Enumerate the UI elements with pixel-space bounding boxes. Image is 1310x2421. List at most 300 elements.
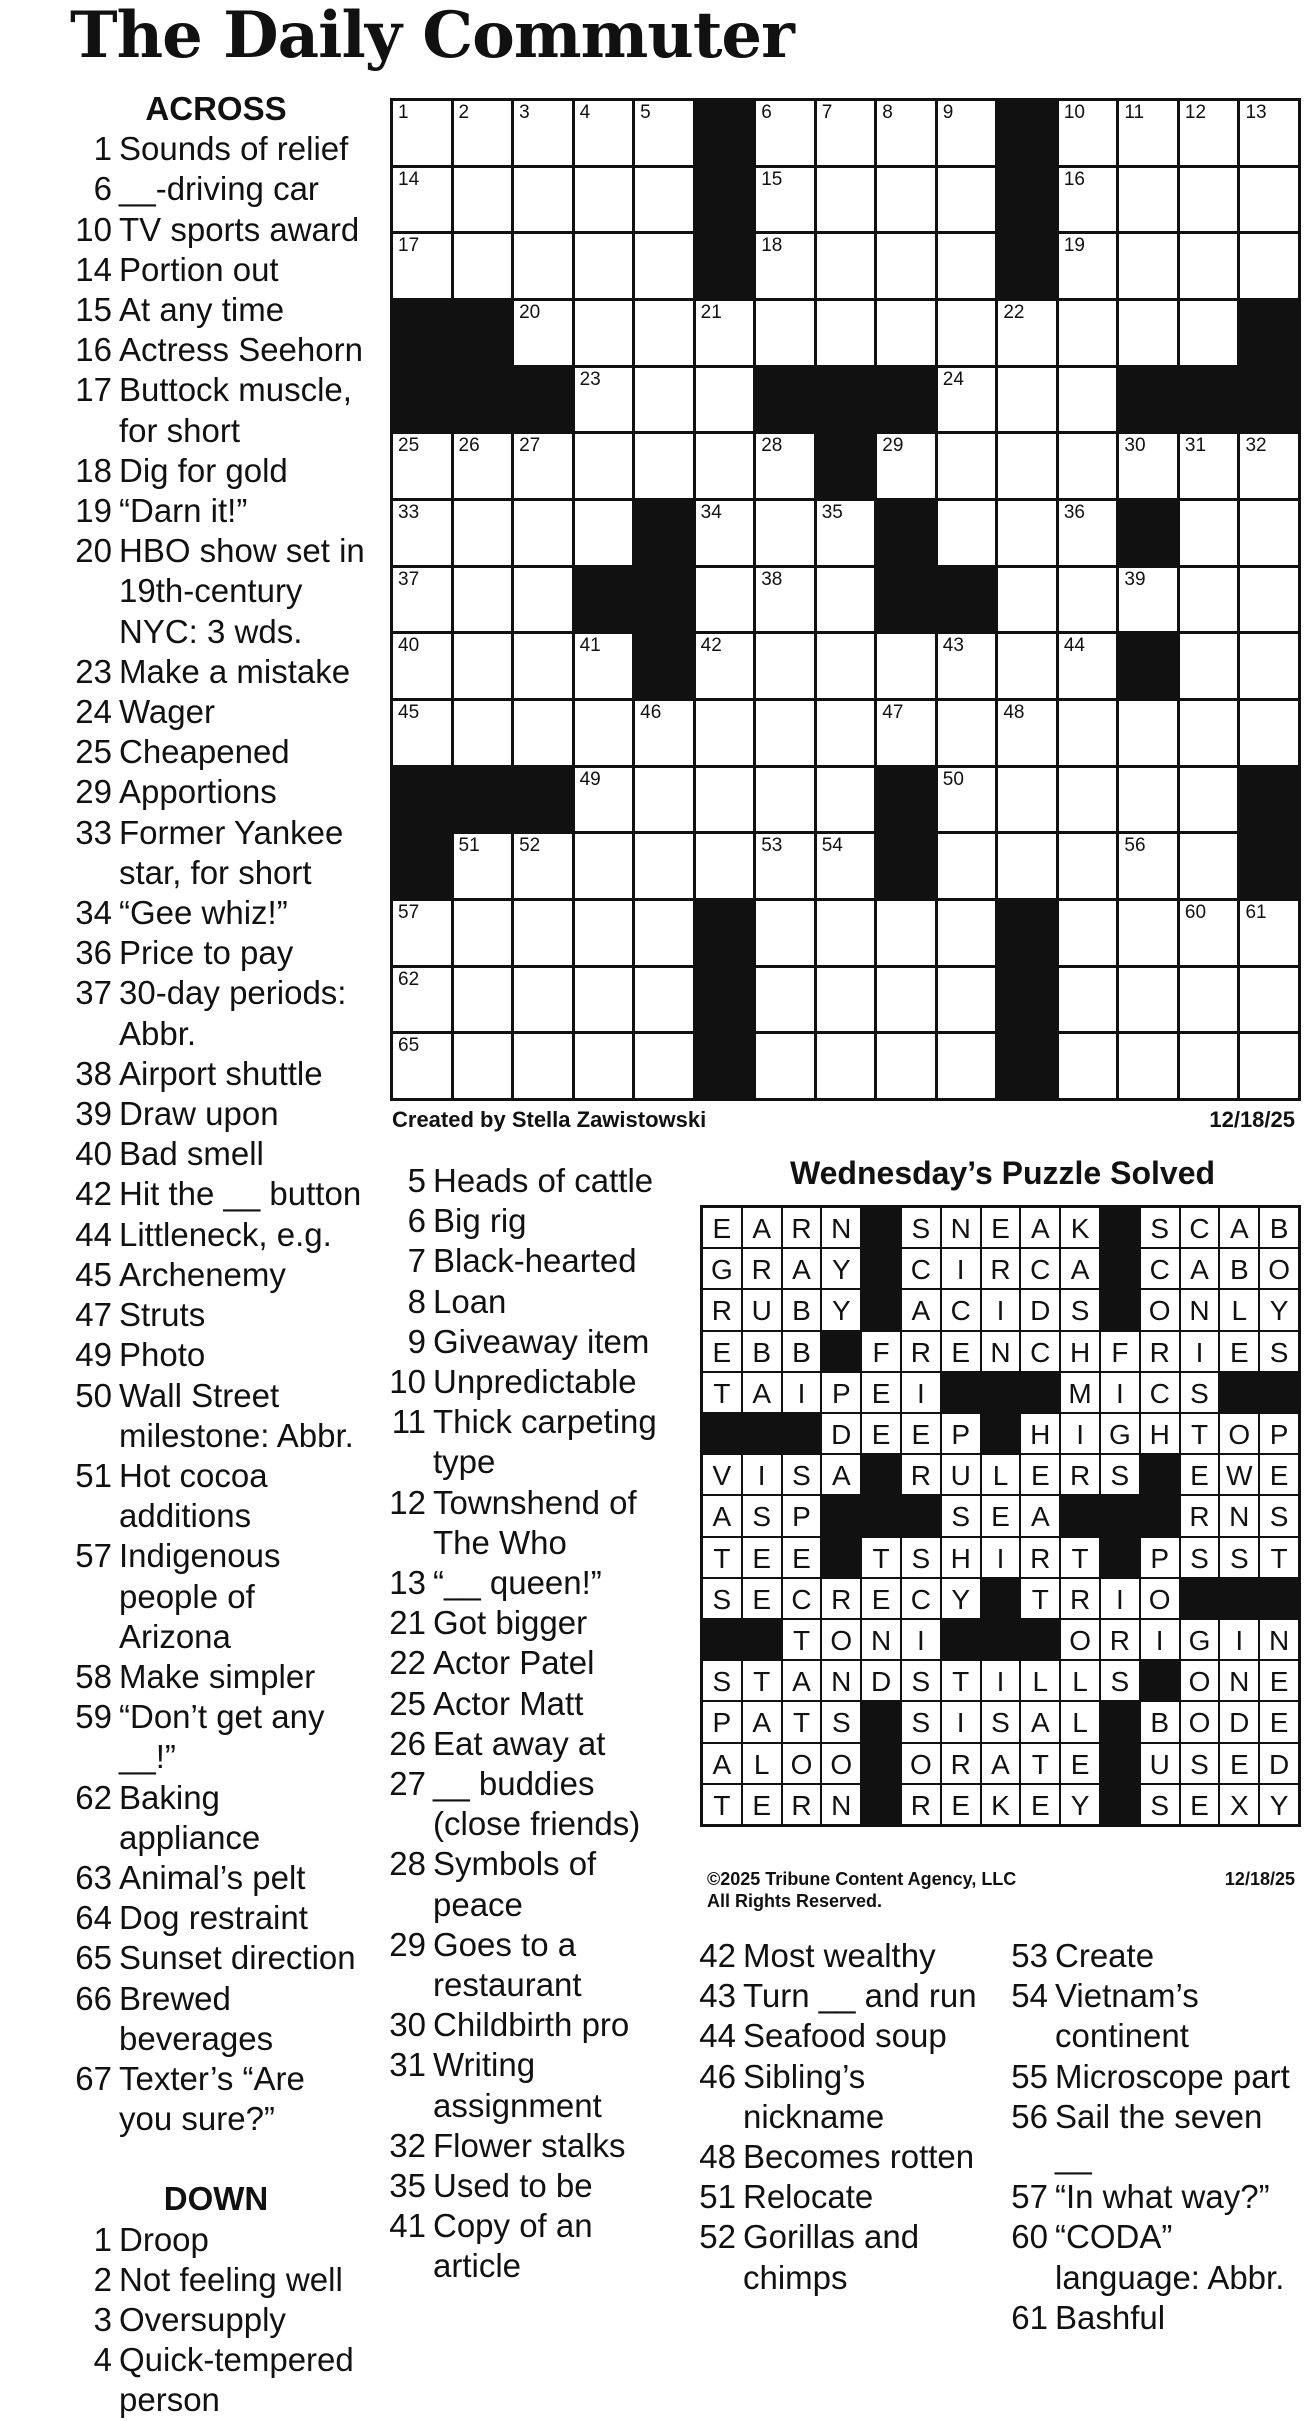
grid-cell[interactable] — [393, 101, 451, 165]
solution-letter: O — [1268, 1254, 1290, 1286]
solution-cell — [703, 1208, 741, 1247]
grid-cell[interactable] — [877, 434, 935, 498]
grid-cell[interactable] — [1240, 434, 1298, 498]
clue-text: “Don’t get any __!” — [119, 1698, 325, 1776]
grid-cell[interactable] — [756, 901, 814, 965]
grid-cell[interactable] — [635, 1034, 693, 1098]
solution-cell — [783, 1373, 821, 1412]
grid-cell[interactable] — [998, 301, 1056, 365]
grid-cell[interactable] — [514, 701, 572, 765]
clue-text: Microscope part — [1055, 2057, 1290, 2095]
grid-cell[interactable] — [1059, 568, 1117, 632]
solution-cell — [982, 1538, 1020, 1577]
grid-cell[interactable] — [393, 234, 451, 298]
grid-cell[interactable] — [1059, 434, 1117, 498]
solution-letter: H — [950, 1542, 971, 1574]
black-square — [393, 301, 451, 365]
solution-letter: Y — [831, 1295, 851, 1327]
black-square — [635, 568, 693, 632]
grid-cell[interactable] — [454, 901, 512, 965]
grid-cell[interactable] — [938, 368, 996, 432]
grid-cell[interactable] — [454, 968, 512, 1032]
black-square — [1119, 501, 1177, 565]
clue-item — [66, 330, 366, 370]
clue-text: Got bigger — [433, 1604, 588, 1642]
grid-cell[interactable] — [575, 834, 633, 898]
grid-cell[interactable] — [393, 701, 451, 765]
clue-text: Oversupply — [119, 2300, 286, 2338]
grid-cell[interactable] — [393, 1034, 451, 1098]
solution-letter: S — [1110, 1666, 1130, 1698]
grid-cell[interactable] — [1059, 368, 1117, 432]
grid-cell[interactable] — [1059, 634, 1117, 698]
grid-cell[interactable] — [1119, 768, 1177, 832]
grid-cell[interactable] — [998, 768, 1056, 832]
black-square — [998, 1034, 1056, 1098]
solution-cell — [862, 1538, 900, 1577]
clue-item — [380, 1322, 680, 1362]
clue-text: Draw upon — [119, 1095, 279, 1133]
solution-cell — [1061, 1620, 1099, 1659]
solution-letter: L — [1231, 1295, 1248, 1327]
solution-cell — [1141, 1579, 1179, 1618]
grid-cell[interactable] — [1059, 701, 1117, 765]
solution-letter: Y — [1269, 1295, 1289, 1327]
grid-cell[interactable] — [756, 501, 814, 565]
clue-number: 27 — [389, 1765, 426, 1803]
grid-cell[interactable] — [575, 368, 633, 432]
grid-cell[interactable] — [575, 701, 633, 765]
grid-cell[interactable] — [1180, 434, 1238, 498]
solution-cell — [1181, 1414, 1219, 1453]
grid-cell[interactable] — [454, 834, 512, 898]
grid-cell[interactable] — [1059, 901, 1117, 965]
grid-cell[interactable] — [575, 968, 633, 1032]
black-square — [514, 368, 572, 432]
clue-number: 46 — [699, 2057, 736, 2095]
solution-cell — [1181, 1208, 1219, 1247]
grid-cell[interactable] — [454, 434, 512, 498]
grid-cell[interactable] — [1119, 234, 1177, 298]
clue-item — [66, 692, 366, 732]
cell-number: 45 — [398, 702, 420, 723]
grid-cell[interactable] — [1240, 101, 1298, 165]
grid-cell[interactable] — [938, 901, 996, 965]
grid-cell[interactable] — [938, 834, 996, 898]
grid-cell[interactable] — [1180, 568, 1238, 632]
grid-cell[interactable] — [514, 234, 572, 298]
clue-number: 25 — [389, 1684, 426, 1722]
solution-cell — [783, 1208, 821, 1247]
grid-cell[interactable] — [575, 1034, 633, 1098]
grid-cell[interactable] — [1059, 101, 1117, 165]
grid-cell[interactable] — [575, 768, 633, 832]
grid-cell[interactable] — [998, 701, 1056, 765]
solution-black-square — [1101, 1538, 1139, 1577]
grid-cell[interactable] — [1059, 168, 1117, 232]
solution-letter: O — [1188, 1707, 1211, 1739]
solution-black-square — [822, 1332, 860, 1371]
grid-cell[interactable] — [514, 101, 572, 165]
solution-cell — [1061, 1579, 1099, 1618]
grid-cell[interactable] — [817, 234, 875, 298]
grid-cell[interactable] — [696, 434, 754, 498]
grid-cell[interactable] — [635, 368, 693, 432]
grid-cell[interactable] — [998, 501, 1056, 565]
grid-cell[interactable] — [393, 434, 451, 498]
grid-cell[interactable] — [756, 768, 814, 832]
grid-cell[interactable] — [1240, 901, 1298, 965]
solution-letter: R — [1030, 1542, 1051, 1574]
clue-number: 60 — [1011, 2218, 1048, 2256]
grid-cell[interactable] — [575, 901, 633, 965]
grid-cell[interactable] — [877, 234, 935, 298]
grid-cell[interactable] — [877, 301, 935, 365]
clue-number: 31 — [389, 2046, 426, 2084]
solution-black-square — [1101, 1744, 1139, 1783]
clue-text: Create — [1055, 1937, 1155, 1974]
grid-cell[interactable] — [756, 968, 814, 1032]
grid-cell[interactable] — [1059, 501, 1117, 565]
grid-cell[interactable] — [393, 968, 451, 1032]
solution-cell — [982, 1744, 1020, 1783]
grid-cell[interactable] — [1119, 434, 1177, 498]
grid-cell[interactable] — [938, 501, 996, 565]
solution-cell — [743, 1249, 781, 1288]
black-square — [1240, 834, 1298, 898]
grid-cell[interactable] — [1180, 234, 1238, 298]
grid-cell[interactable] — [575, 434, 633, 498]
grid-cell[interactable] — [756, 634, 814, 698]
grid-cell[interactable] — [938, 634, 996, 698]
grid-cell[interactable] — [1240, 234, 1298, 298]
grid-cell[interactable] — [817, 768, 875, 832]
solution-letter: R — [711, 1295, 733, 1327]
grid-cell[interactable] — [635, 768, 693, 832]
grid-cell[interactable] — [393, 901, 451, 965]
clue-item — [380, 1643, 680, 1683]
grid-cell[interactable] — [1180, 634, 1238, 698]
grid-cell[interactable] — [756, 234, 814, 298]
clue-text: Loan — [433, 1282, 507, 1320]
grid-cell[interactable] — [998, 434, 1056, 498]
solution-cell — [862, 1579, 900, 1618]
black-square — [998, 968, 1056, 1032]
grid-cell[interactable] — [696, 634, 754, 698]
grid-cell[interactable] — [514, 301, 572, 365]
grid-cell[interactable] — [635, 901, 693, 965]
grid-cell[interactable] — [817, 834, 875, 898]
black-square — [696, 234, 754, 298]
grid-cell[interactable] — [877, 101, 935, 165]
grid-cell[interactable] — [756, 701, 814, 765]
solution-letter: S — [1190, 1377, 1209, 1409]
grid-cell[interactable] — [756, 101, 814, 165]
grid-cell[interactable] — [1119, 168, 1177, 232]
clue-number: 33 — [75, 813, 112, 851]
grid-cell[interactable] — [1240, 501, 1298, 565]
grid-cell[interactable] — [1240, 168, 1298, 232]
grid-cell[interactable] — [1059, 834, 1117, 898]
grid-cell[interactable] — [877, 968, 935, 1032]
grid-cell[interactable] — [454, 568, 512, 632]
grid-cell[interactable] — [696, 301, 754, 365]
solution-letter: L — [1072, 1707, 1088, 1739]
solution-cell — [743, 1702, 781, 1741]
grid-cell[interactable] — [635, 101, 693, 165]
solution-cell — [822, 1744, 860, 1783]
solution-letter: R — [791, 1789, 812, 1821]
clue-item — [66, 1536, 366, 1657]
clue-number: 24 — [75, 693, 112, 731]
grid-cell[interactable] — [696, 368, 754, 432]
grid-cell[interactable] — [514, 968, 572, 1032]
grid-cell[interactable] — [817, 634, 875, 698]
grid-cell[interactable] — [393, 168, 451, 232]
solution-letter: E — [991, 1501, 1010, 1533]
grid-cell[interactable] — [817, 101, 875, 165]
grid-cell[interactable] — [938, 701, 996, 765]
grid-cell[interactable] — [877, 634, 935, 698]
clue-number: 14 — [75, 250, 112, 288]
black-square — [514, 768, 572, 832]
grid-cell[interactable] — [817, 968, 875, 1032]
grid-cell[interactable] — [938, 768, 996, 832]
grid-cell[interactable] — [696, 768, 754, 832]
grid-cell[interactable] — [696, 834, 754, 898]
solution-letter: E — [871, 1419, 891, 1450]
grid-cell[interactable] — [575, 101, 633, 165]
grid-cell[interactable] — [1180, 768, 1238, 832]
grid-cell[interactable] — [1119, 701, 1177, 765]
grid-cell[interactable] — [938, 434, 996, 498]
grid-cell[interactable] — [635, 968, 693, 1032]
solution-letter: O — [790, 1748, 813, 1780]
grid-cell[interactable] — [1059, 234, 1117, 298]
grid-cell[interactable] — [454, 1034, 512, 1098]
grid-cell[interactable] — [635, 168, 693, 232]
grid-cell[interactable] — [998, 368, 1056, 432]
solution-black-square — [743, 1414, 781, 1453]
solution-letter: I — [1076, 1419, 1084, 1450]
grid-cell[interactable] — [1180, 101, 1238, 165]
grid-cell[interactable] — [1119, 901, 1177, 965]
clue-item — [1002, 1936, 1307, 1976]
clue-number: 28 — [389, 1845, 426, 1883]
cell-number: 32 — [1245, 435, 1267, 457]
clue-item — [66, 2260, 366, 2300]
grid-cell[interactable] — [393, 634, 451, 698]
solution-cell — [1021, 1496, 1059, 1535]
grid-cell[interactable] — [1119, 301, 1177, 365]
solution-letter: I — [1116, 1377, 1124, 1409]
grid-cell[interactable] — [575, 634, 633, 698]
grid-cell[interactable] — [1240, 701, 1298, 765]
puzzle-grid[interactable] — [390, 98, 1301, 1101]
grid-cell[interactable] — [817, 301, 875, 365]
grid-cell[interactable] — [817, 901, 875, 965]
grid-cell[interactable] — [1180, 901, 1238, 965]
grid-cell[interactable] — [938, 1034, 996, 1098]
grid-cell[interactable] — [514, 434, 572, 498]
grid-cell[interactable] — [635, 701, 693, 765]
solution-letter: N — [1229, 1501, 1250, 1533]
solution-letter: I — [917, 1377, 925, 1409]
solution-letter: C — [950, 1295, 971, 1327]
grid-cell[interactable] — [1180, 834, 1238, 898]
grid-cell[interactable] — [1180, 1034, 1238, 1098]
grid-cell[interactable] — [1119, 101, 1177, 165]
solution-cell — [902, 1290, 940, 1329]
grid-cell[interactable] — [514, 168, 572, 232]
grid-cell[interactable] — [817, 168, 875, 232]
grid-cell[interactable] — [1180, 301, 1238, 365]
grid-cell[interactable] — [1059, 301, 1117, 365]
solution-letter: A — [911, 1295, 931, 1327]
grid-cell[interactable] — [756, 301, 814, 365]
grid-cell[interactable] — [575, 301, 633, 365]
solution-letter: K — [1070, 1213, 1090, 1244]
solution-cell — [982, 1785, 1020, 1824]
grid-cell[interactable] — [696, 701, 754, 765]
grid-cell[interactable] — [1059, 1034, 1117, 1098]
grid-cell[interactable] — [756, 168, 814, 232]
grid-cell[interactable] — [1240, 968, 1298, 1032]
grid-cell[interactable] — [1059, 968, 1117, 1032]
solution-letter: P — [712, 1707, 732, 1739]
solution-letter: E — [1229, 1336, 1249, 1368]
solution-black-square — [1021, 1620, 1059, 1659]
clue-item — [380, 1201, 680, 1241]
clue-item — [380, 1402, 680, 1482]
grid-cell[interactable] — [575, 168, 633, 232]
solution-cell — [1101, 1414, 1139, 1453]
grid-cell[interactable] — [393, 501, 451, 565]
clue-item — [66, 1938, 366, 1978]
grid-cell[interactable] — [1119, 834, 1177, 898]
solution-cell — [1061, 1249, 1099, 1288]
grid-cell[interactable] — [514, 901, 572, 965]
grid-cell[interactable] — [998, 568, 1056, 632]
clue-item — [66, 1134, 366, 1174]
grid-cell[interactable] — [817, 501, 875, 565]
grid-cell[interactable] — [514, 634, 572, 698]
grid-cell[interactable] — [635, 301, 693, 365]
grid-cell[interactable] — [696, 501, 754, 565]
grid-cell[interactable] — [938, 101, 996, 165]
clue-number: 3 — [93, 2300, 112, 2338]
grid-cell[interactable] — [696, 568, 754, 632]
clue-number: 50 — [75, 1376, 112, 1414]
grid-cell[interactable] — [756, 568, 814, 632]
grid-cell[interactable] — [998, 634, 1056, 698]
clue-text: Dig for gold — [119, 451, 288, 489]
grid-cell[interactable] — [817, 568, 875, 632]
grid-cell[interactable] — [877, 901, 935, 965]
solution-cell — [703, 1496, 741, 1535]
cell-number: 56 — [1124, 835, 1146, 857]
grid-cell[interactable] — [454, 501, 512, 565]
grid-cell[interactable] — [393, 568, 451, 632]
grid-cell[interactable] — [938, 968, 996, 1032]
grid-cell[interactable] — [1119, 568, 1177, 632]
grid-cell[interactable] — [514, 834, 572, 898]
grid-cell[interactable] — [756, 1034, 814, 1098]
grid-cell[interactable] — [877, 701, 935, 765]
clue-number: 63 — [75, 1858, 112, 1896]
cell-number: 25 — [398, 435, 420, 457]
solution-letter: T — [1071, 1542, 1089, 1574]
grid-cell[interactable] — [1180, 968, 1238, 1032]
grid-cell[interactable] — [817, 1034, 875, 1098]
solution-letter: L — [753, 1748, 770, 1780]
grid-cell[interactable] — [454, 634, 512, 698]
black-square — [696, 1034, 754, 1098]
solution-letter: A — [792, 1254, 811, 1286]
solution-letter: H — [1149, 1419, 1170, 1450]
solution-cell — [822, 1620, 860, 1659]
grid-cell[interactable] — [998, 834, 1056, 898]
clue-text: Actor Matt — [433, 1684, 584, 1722]
grid-cell[interactable] — [1240, 1034, 1298, 1098]
grid-cell[interactable] — [1059, 768, 1117, 832]
solution-cell — [1021, 1702, 1059, 1741]
clue-item — [1002, 2177, 1307, 2217]
grid-cell[interactable] — [756, 434, 814, 498]
grid-cell[interactable] — [877, 168, 935, 232]
solution-cell — [783, 1538, 821, 1577]
grid-cell[interactable] — [635, 834, 693, 898]
solution-date: 12/18/25 — [1224, 1869, 1295, 1889]
grid-cell[interactable] — [575, 234, 633, 298]
grid-cell[interactable] — [938, 168, 996, 232]
grid-cell[interactable] — [938, 234, 996, 298]
solution-letter: I — [917, 1625, 925, 1656]
grid-cell[interactable] — [514, 1034, 572, 1098]
grid-cell[interactable] — [635, 434, 693, 498]
grid-cell[interactable] — [1180, 501, 1238, 565]
clue-item — [66, 1657, 366, 1697]
clue-item — [66, 1335, 366, 1375]
solution-cell — [862, 1414, 900, 1453]
clue-item — [66, 813, 366, 893]
grid-cell[interactable] — [454, 234, 512, 298]
solution-cell — [783, 1661, 821, 1700]
grid-cell[interactable] — [1240, 568, 1298, 632]
grid-cell[interactable] — [1119, 1034, 1177, 1098]
clue-text: Make simpler — [119, 1657, 316, 1695]
grid-cell[interactable] — [877, 1034, 935, 1098]
grid-cell[interactable] — [756, 834, 814, 898]
grid-cell[interactable] — [635, 234, 693, 298]
grid-cell[interactable] — [514, 568, 572, 632]
grid-cell[interactable] — [1119, 968, 1177, 1032]
grid-cell[interactable] — [454, 701, 512, 765]
grid-cell[interactable] — [1240, 634, 1298, 698]
grid-cell[interactable] — [817, 701, 875, 765]
clue-item — [1002, 2298, 1307, 2338]
grid-cell[interactable] — [575, 501, 633, 565]
grid-cell[interactable] — [1180, 701, 1238, 765]
grid-cell[interactable] — [938, 301, 996, 365]
grid-cell[interactable] — [454, 168, 512, 232]
clue-item — [380, 2126, 680, 2166]
clue-text: Turn __ and run — [743, 1977, 977, 2015]
grid-cell[interactable] — [1180, 168, 1238, 232]
solution-letter: E — [1070, 1748, 1090, 1780]
grid-cell[interactable] — [514, 501, 572, 565]
grid-cell[interactable] — [454, 101, 512, 165]
